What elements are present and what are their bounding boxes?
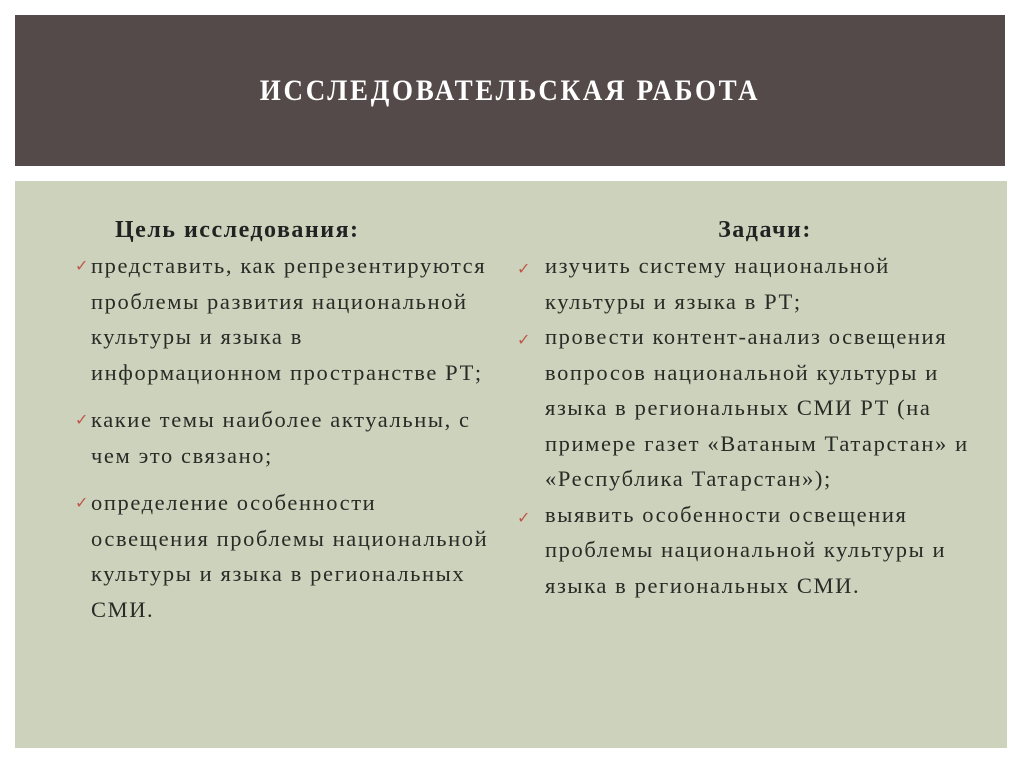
checkmark-icon: ✓ <box>517 332 533 349</box>
tasks-list <box>515 248 995 603</box>
checkmark-icon: ✓ <box>75 412 91 429</box>
list-item-text: провести контент-анализ освещения вопросов национальной культуры и языка в региональных СМИ РТ (на примере газет «Ватаным Татарстан» и «Республика Татарстан»); <box>545 324 969 491</box>
checkmark-icon: ✓ <box>517 509 533 527</box>
content-panel <box>15 181 1007 748</box>
list-item <box>75 485 495 627</box>
list-item-text: какие темы наиболее актуальны, с чем это связано; <box>91 407 471 468</box>
goal-heading: Цель исследования: <box>115 217 360 243</box>
tasks-heading: Задачи: <box>718 217 812 243</box>
checkmark-icon: ✓ <box>75 495 91 512</box>
list-item-text: определение особенности освещения проблемы национальной культуры и языка в региональных СМИ. <box>91 490 489 622</box>
checkmark-icon: ✓ <box>75 258 91 275</box>
list-item <box>515 497 995 604</box>
title-bar <box>15 15 1005 166</box>
list-item-text: изучить систему национальной культуры и языка в РТ; <box>545 253 890 314</box>
checkmark-icon: ✓ <box>517 261 533 278</box>
goal-column <box>75 181 495 639</box>
list-item-text: представить, как репрезентируются проблемы развития национальной культуры и языка в информационном пространстве РТ; <box>91 253 487 385</box>
goal-list <box>75 248 495 627</box>
list-item <box>515 319 995 497</box>
slide-title: ИССЛЕДОВАТЕЛЬСКАЯ РАБОТА <box>259 73 761 107</box>
tasks-column <box>515 181 995 603</box>
list-item <box>75 248 495 390</box>
list-item-text: выявить особенности освещения проблемы национальной культуры и языка в региональных СМИ. <box>545 501 947 598</box>
list-item <box>75 402 495 473</box>
list-item <box>515 248 995 319</box>
